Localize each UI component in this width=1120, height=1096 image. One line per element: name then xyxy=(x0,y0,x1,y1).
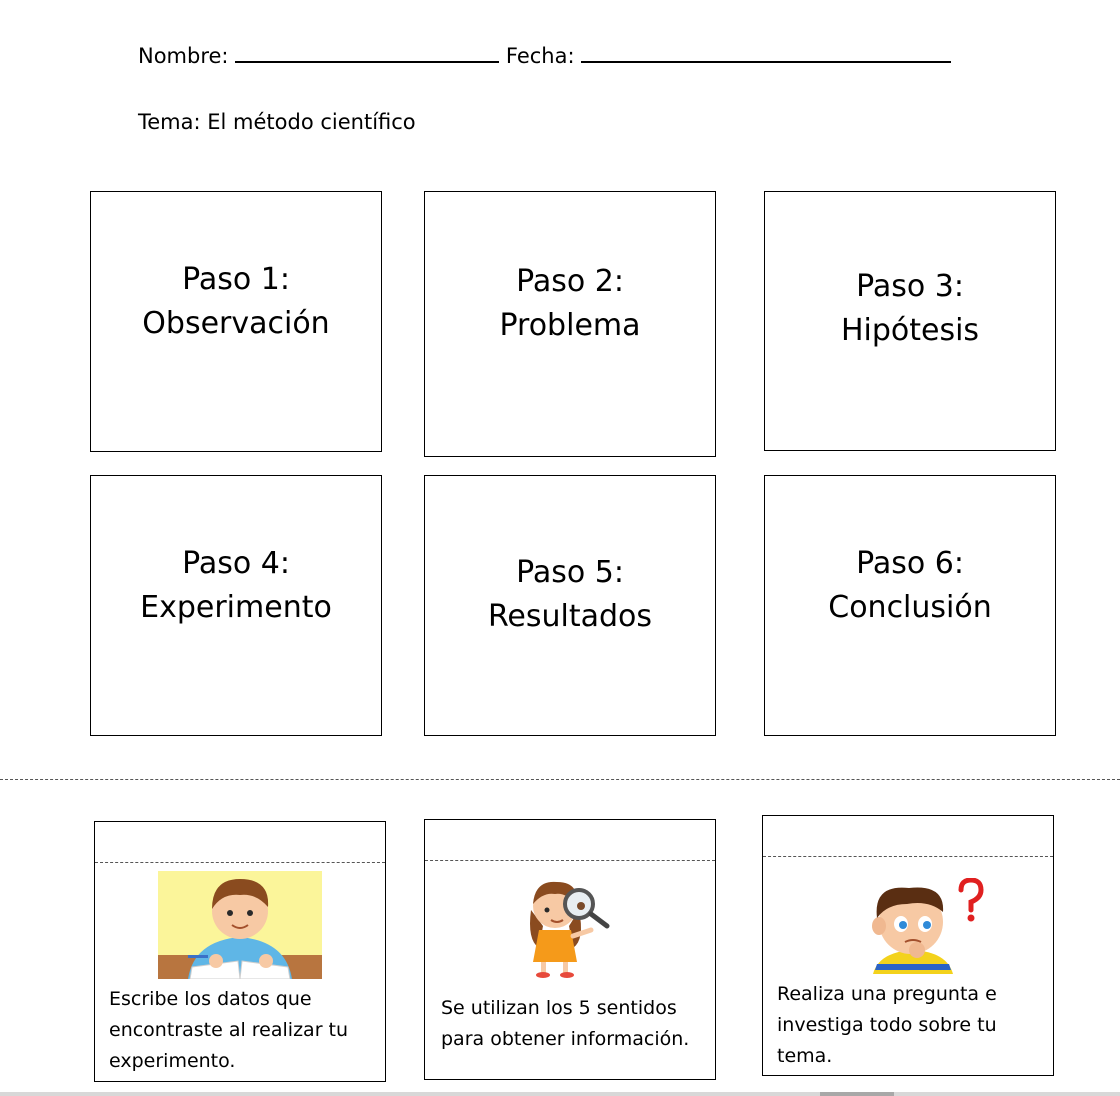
cut-line xyxy=(0,779,1120,780)
bottom-scrollbar[interactable] xyxy=(0,1092,1120,1096)
boy-writing-illustration xyxy=(158,871,322,979)
step-number: Paso 2: xyxy=(516,264,624,299)
card-description: Realiza una pregunta e investiga todo sobre tu tema. xyxy=(777,983,997,1067)
fold-line xyxy=(95,862,385,863)
nombre-blank[interactable] xyxy=(235,45,499,63)
step-number: Paso 1: xyxy=(182,261,290,297)
step-box-2 xyxy=(424,191,716,457)
fecha-blank[interactable] xyxy=(581,45,951,63)
step-name: Observación xyxy=(142,305,330,341)
card-description: Escribe los datos que encontraste al realizar tu experimento. xyxy=(109,988,349,1072)
step-name: Hipótesis xyxy=(840,313,980,348)
topic-title: Tema: El método científico xyxy=(138,110,416,134)
step-box-3 xyxy=(764,191,1056,451)
step-name: Problema xyxy=(499,308,641,343)
step-name: Resultados xyxy=(487,598,653,634)
fecha-label: Fecha: xyxy=(505,44,575,68)
step-name: Conclusión xyxy=(828,589,992,625)
nombre-label: Nombre: xyxy=(138,44,229,68)
step-number: Paso 3: xyxy=(856,269,964,304)
step-box-4 xyxy=(90,475,382,736)
step-number: Paso 6: xyxy=(856,545,964,581)
name-date-line xyxy=(138,44,951,68)
fold-line xyxy=(763,856,1053,857)
scrollbar-thumb[interactable] xyxy=(820,1092,894,1096)
step-name: Experimento xyxy=(140,589,332,625)
description-card-1 xyxy=(94,821,386,1082)
step-box-1 xyxy=(90,191,382,452)
fold-line xyxy=(425,860,715,861)
step-box-6 xyxy=(764,475,1056,736)
step-box-5 xyxy=(424,475,716,736)
boy-thinking-question-illustration xyxy=(843,878,985,974)
description-card-3 xyxy=(762,815,1054,1076)
step-number: Paso 5: xyxy=(516,554,624,590)
card-description: Se utilizan los 5 sentidos para obtener información. xyxy=(441,997,690,1050)
girl-magnifying-glass-illustration xyxy=(517,874,613,978)
step-number: Paso 4: xyxy=(182,545,290,581)
description-card-2 xyxy=(424,819,716,1080)
